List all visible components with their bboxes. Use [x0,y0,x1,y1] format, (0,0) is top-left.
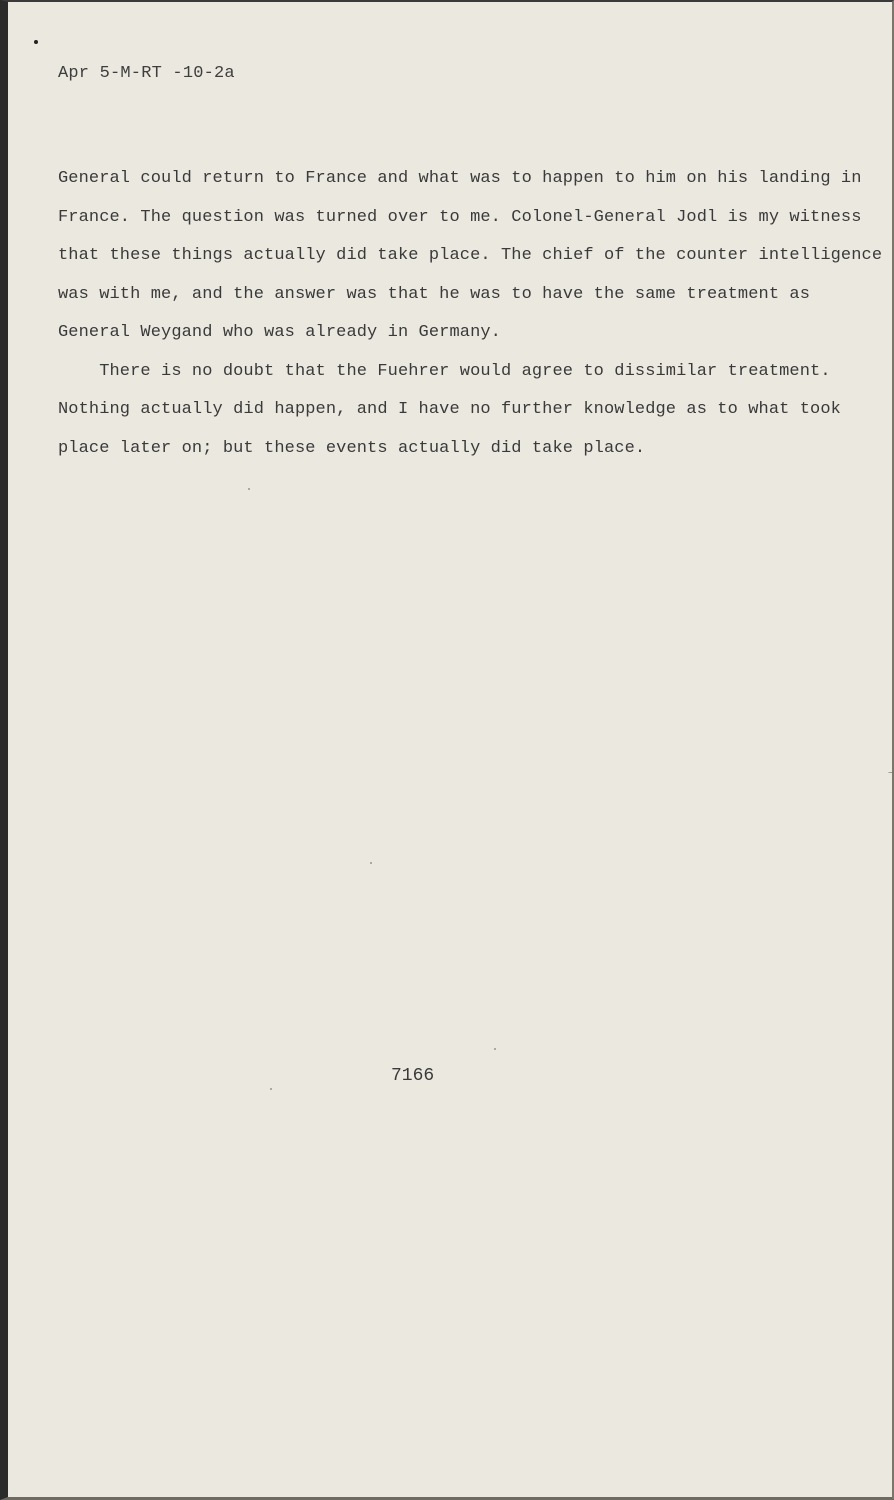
page-number: 7166 [391,1066,435,1086]
text-line: General could return to France and what was to happen to him on his landing in [58,169,862,188]
text-line: place later on; but these events actually did take place. [58,438,646,458]
paper-speck [888,772,894,773]
text-line: that these things actually did take place. The chief of the counter intelligence [58,246,883,265]
text-line: France. The question was turned over to me. Colonel-General Jodl is my witness [58,207,862,227]
paper-speck [370,862,372,864]
paper-speck [248,488,250,490]
text-line: was with me, and the answer was that he was to have the same treatment as [58,284,811,304]
paper-speck [494,1048,496,1050]
paper-speck [270,1088,272,1090]
text-line: There is no doubt that the Fuehrer would agree to dissimilar treatment. [58,361,831,381]
ink-mark [34,40,38,44]
text-line: General Weygand who was already in Germany. [58,323,501,342]
text-line: Nothing actually did happen, and I have no further knowledge as to what took [58,400,841,419]
document-body [58,160,883,468]
document-header-code: Apr 5-M-RT -10-2a [58,64,235,83]
